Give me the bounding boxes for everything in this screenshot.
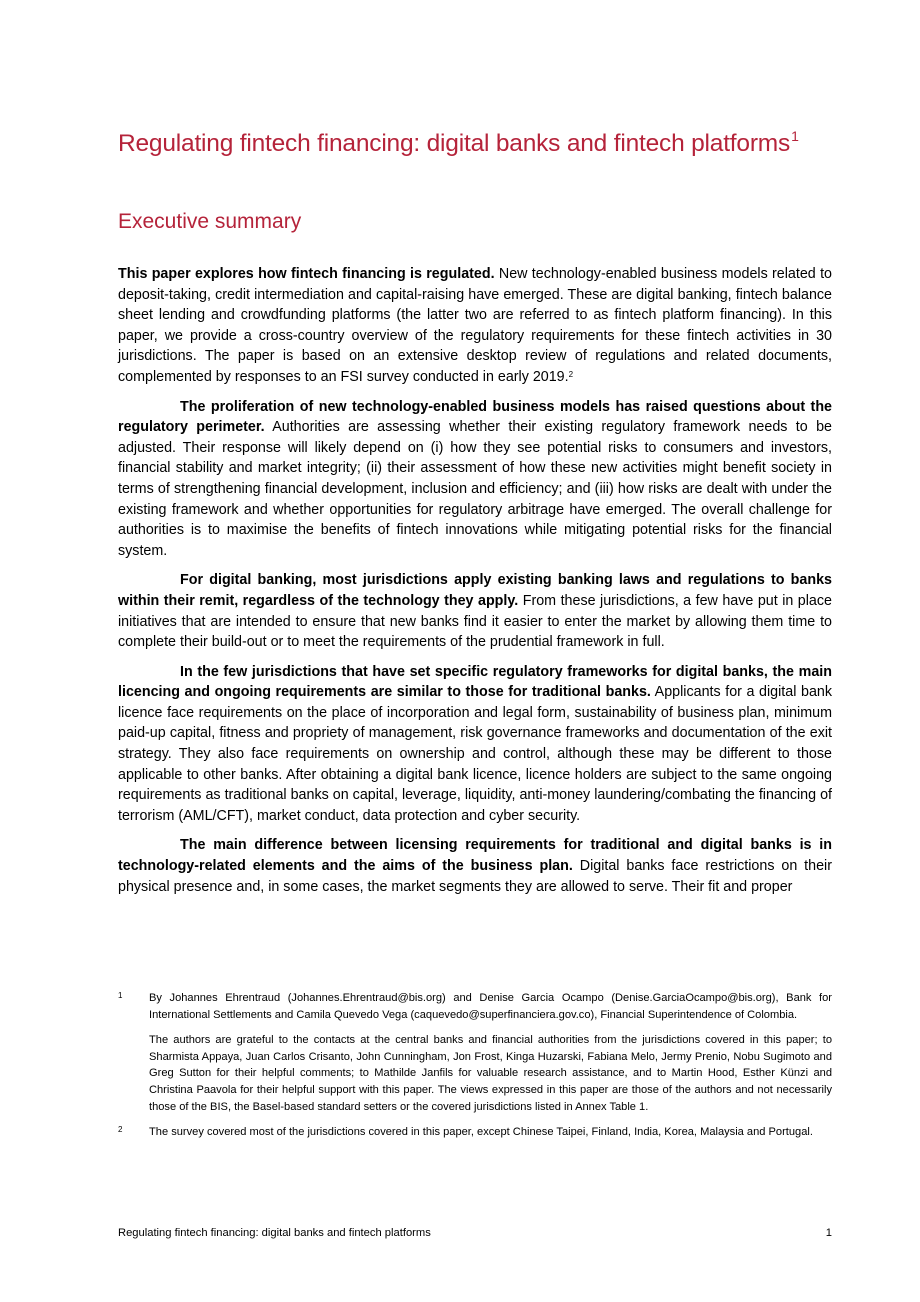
paragraph-text: New technology-enabled business models related to deposit-taking, credit intermediation and capital-raising have emerged. These are digital banking, fintech balance sheet lending and crowdfunding platforms (the latter two are referred to as fintech platform financing). In this paper, we provide a cross-country overview of the regulatory requirements for these fintech activities in 30 jurisdictions. The paper is based on an extensive desktop review of regulations and related documents, complemented by responses to an FSI survey conducted in early 2019. [118,266,832,385]
paragraph-lead: This paper explores how fintech financing is regulated. [118,266,495,282]
paragraph [118,397,832,562]
title-text: Regulating fintech financing: digital banks and fintech platforms [118,130,791,157]
section-heading: Executive summary [118,210,302,233]
paragraph-lead: In the few jurisdictions that have set specific regulatory frameworks for digital banks, the main licencing and ongoing requirements are similar to those for traditional banks. [118,663,832,701]
footnote-number: 2 [118,1125,123,1135]
paragraph-text: Applicants for a digital bank licence face requirements on the place of incorporation and legal form, sustainability of business plan, minimum paid-up capital, fitness and propriety of management, risk governance frameworks and documentation of the exit strategy. They also face requirements on ownership and control, although these may be different to those applicable to other banks. After obtaining a digital bank licence, licence holders are subject to the same ongoing requirements as traditional banks on capital, leverage, liquidity, anti-money laundering/combating the financing of terrorism (AML/CFT), market conduct, data protection and cyber security. [118,684,832,824]
paragraph-text: From these jurisdictions, a few have put in place initiatives that are intended to ensure that new banks find it easier to enter the market by allowing them time to complete their build-out or to meet the requirements of the prudential framework in full. [118,592,832,651]
paragraph-text: Authorities are assessing whether their existing regulatory framework needs to be adjusted. Their response will likely depend on (i) how they see potential risks to consumers and investors, financial stability and market integrity; (ii) their assessment of how these new activities might benefit society in terms of strengthening financial development, inclusion and efficiency; and (iii) how risks are dealt with under the existing framework and whether opportunities for regulatory arbitrage have emerged. The overall challenge for authorities is to maximise the benefits of fintech innovations while mitigating potential risks for the financial system. [118,419,832,559]
body-text [118,264,832,906]
footnotes [118,990,832,1150]
footnote [118,1124,832,1141]
footnote [118,990,832,1115]
paragraph [118,570,832,652]
footnote-text: The survey covered most of the jurisdictions covered in this paper, except Chinese Taipei, Finland, India, Korea, Malaysia and Portugal. [149,1126,813,1139]
title-footnote-ref[interactable]: 1 [791,128,799,144]
page-title [118,130,838,158]
paragraph-lead: For digital banking, most jurisdictions apply existing banking laws and regulations to banks within their remit, regardless of the technology they apply. [118,572,832,609]
paragraph [118,662,832,827]
page-number: 1 [825,1227,832,1239]
footnote-number: 1 [118,991,123,1000]
paragraph-lead: The main difference between licensing requirements for traditional and digital banks is in technology-related elements and the aims of the business plan. [118,837,832,875]
paragraph-text: Digital banks face restrictions on their physical presence and, in some cases, the market segments they are allowed to serve. Their fit and proper [118,858,832,895]
footnote-ref[interactable]: 2 [568,369,574,379]
footnote-text: By Johannes Ehrentraud (Johannes.Ehrentraud@bis.org) and Denise Garcia Ocampo (Denise.GarciaOcampo@bis.org), Bank for International Settlements and Camila Quevedo Vega (caquevedo@superfinanciera.gov.co), Financial Superintendence of Colombia. [149,992,832,1021]
paragraph-lead: The proliferation of new technology-enabled business models has raised questions about the regulatory perimeter. [118,398,832,436]
paragraph [118,264,832,388]
running-footer-title: Regulating fintech financing: digital banks and fintech platforms [118,1227,431,1239]
footnote-text: The authors are grateful to the contacts at the central banks and financial authorities from the jurisdictions covered in this paper; to Sharmista Appaya, Juan Carlos Crisanto, John Cunningham, Jon Frost, Kinga Huzarski, Fabiana Melo, Jermy Prenio, Nobu Sugimoto and Greg Sutton for their helpful comments; to Mathilde Janfils for valuable research assistance, and to Martin Hood, Esther Künzi and Christina Paavola for their helpful support with this paper. The views expressed in this paper are those of the authors and not necessarily those of the BIS, the Basel-based standard setters or the covered jurisdictions listed in Annex Table 1. [149,1034,832,1113]
paragraph [118,835,832,897]
